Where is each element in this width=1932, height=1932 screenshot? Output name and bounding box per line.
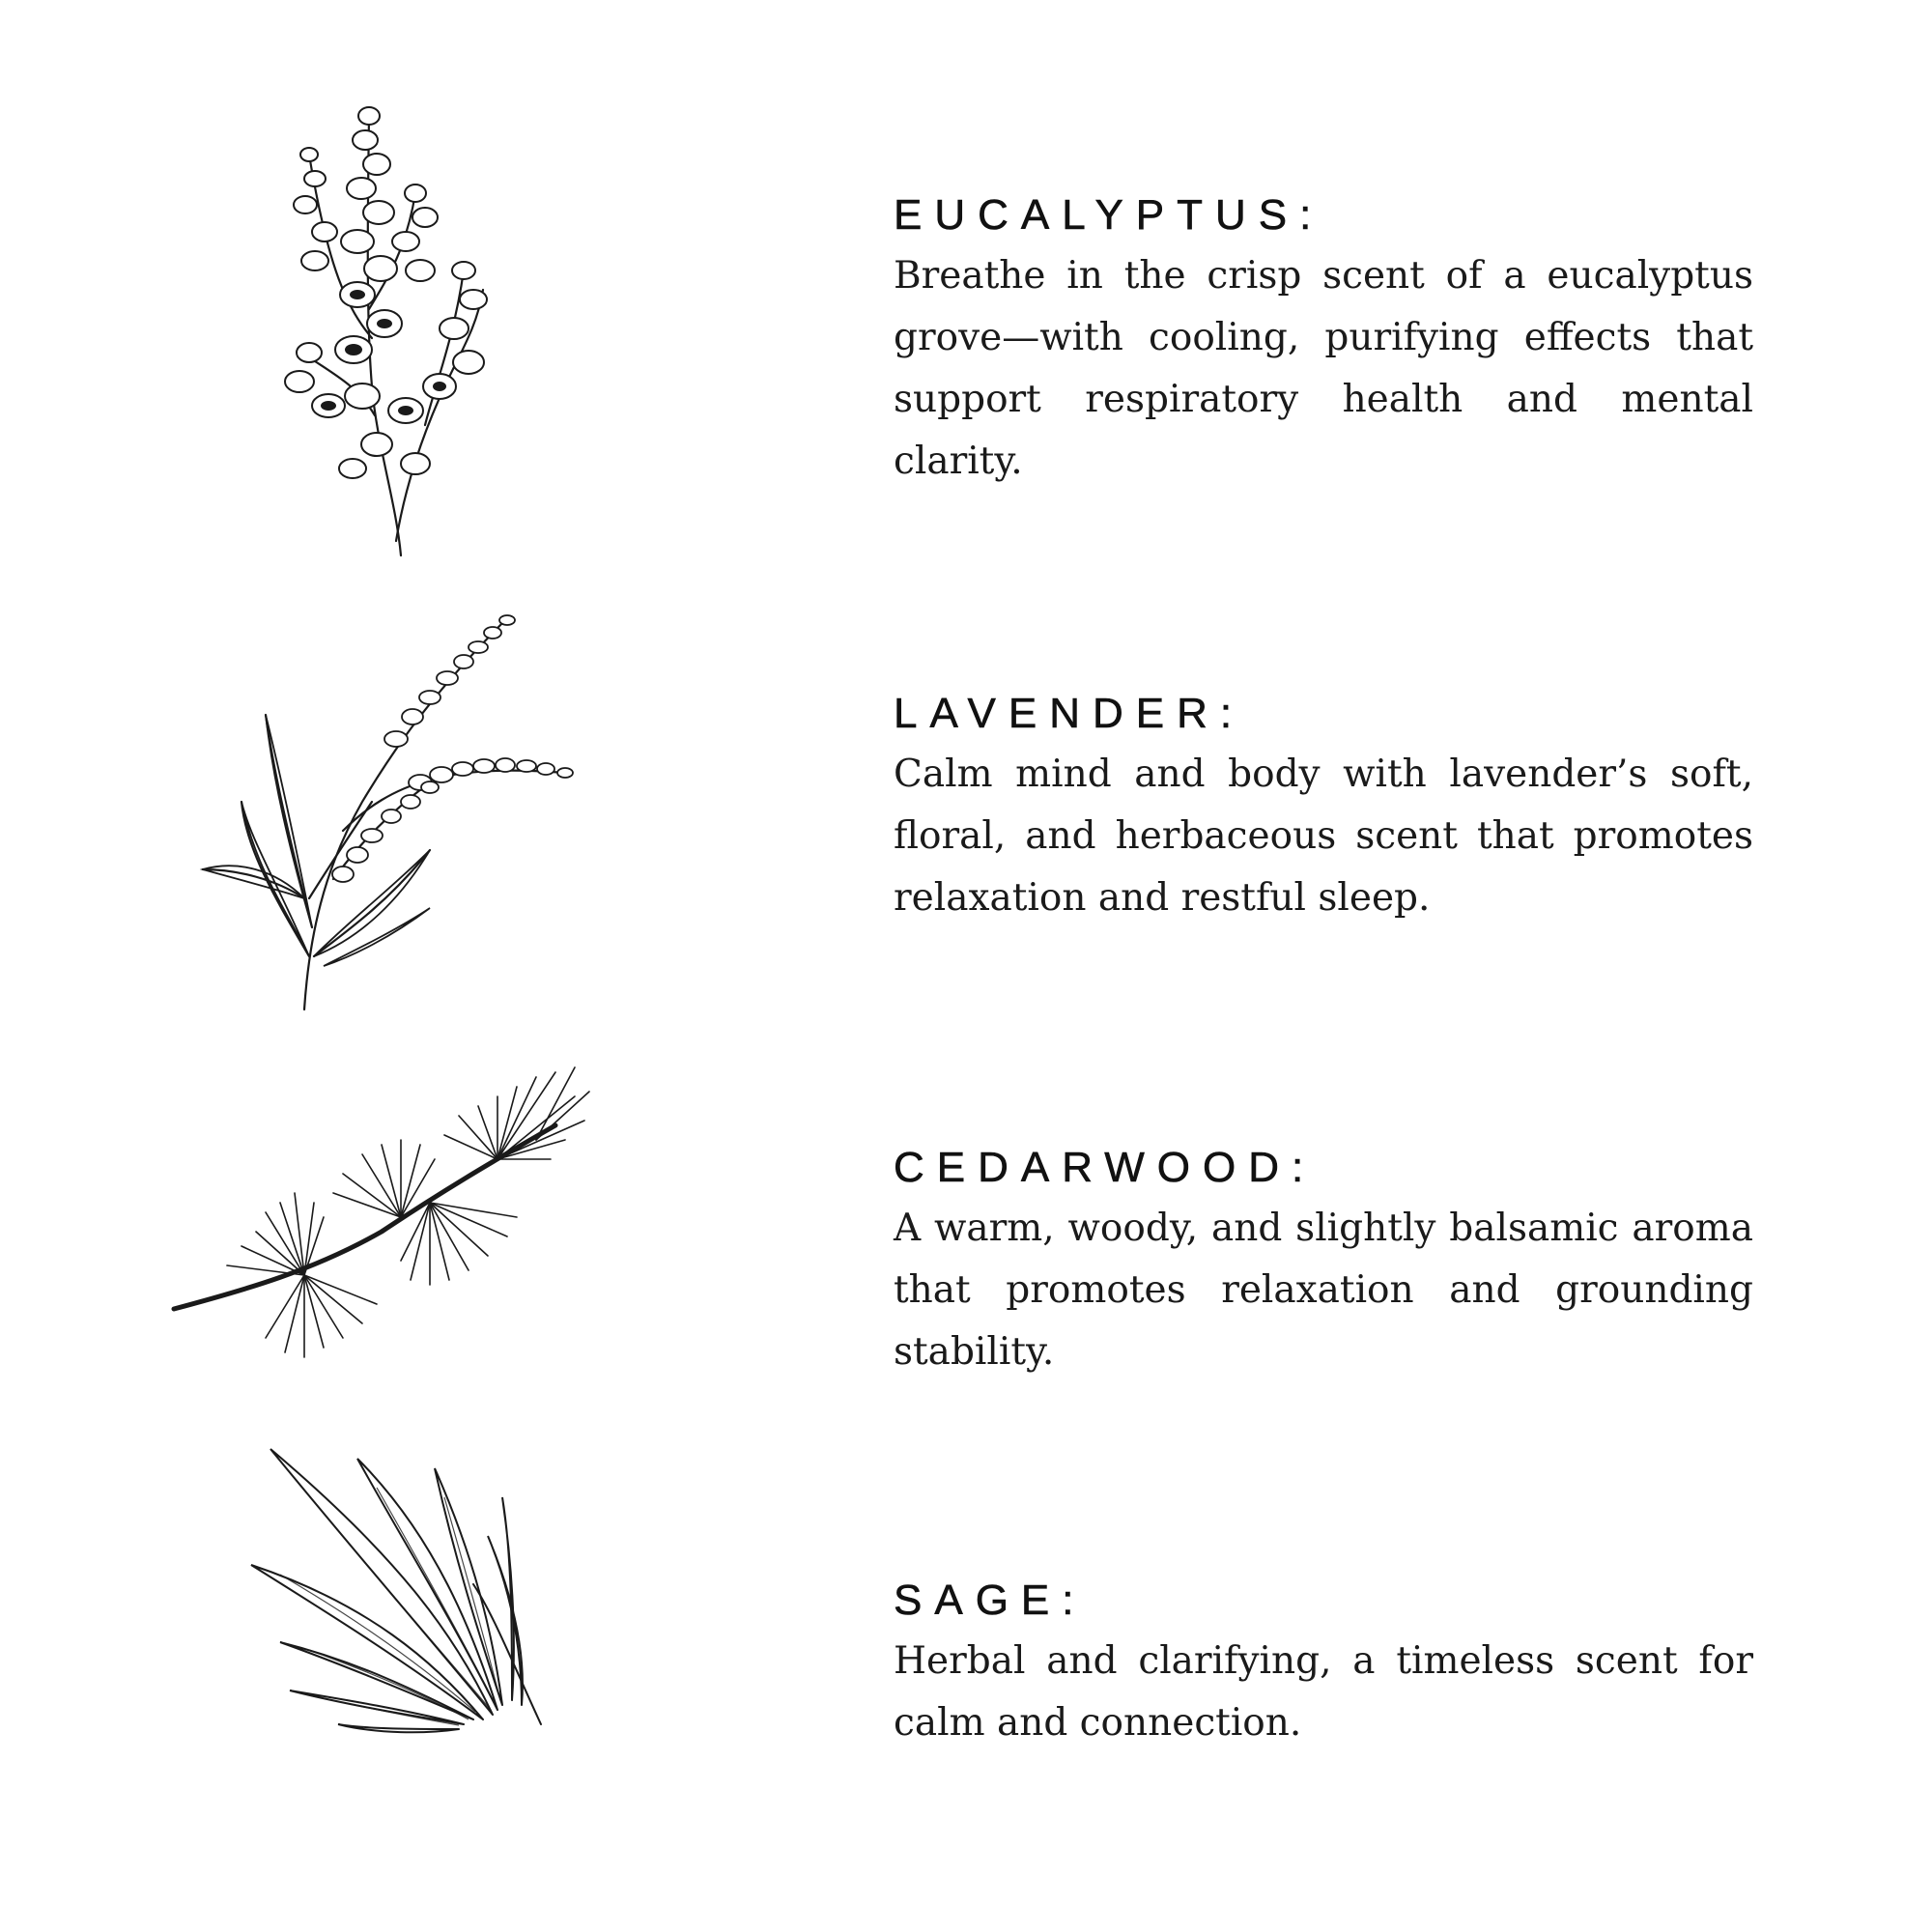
eucalyptus-illustration — [261, 97, 512, 560]
sage-illustration — [222, 1439, 546, 1734]
cedarwood-description: A warm, woody, and slightly balsamic aroma that promotes relaxation and grounding stability. — [894, 1207, 1753, 1374]
lavender-icon — [198, 609, 575, 1014]
sage-icon — [222, 1439, 546, 1734]
sage-title: SAGE: — [894, 1577, 1087, 1624]
eucalyptus-entry — [894, 191, 1753, 493]
eucalyptus-description: Breathe in the crisp scent of a eucalyptus grove—with cooling, purifying effects that support respiratory health and mental clarity. — [894, 254, 1753, 483]
lavender-illustration — [198, 609, 575, 1014]
cedarwood-icon — [169, 1048, 594, 1362]
cedarwood-illustration — [169, 1048, 594, 1362]
lavender-entry — [894, 690, 1753, 929]
eucalyptus-title: EUCALYPTUS: — [894, 191, 1324, 239]
lavender-title: LAVENDER: — [894, 690, 1245, 737]
eucalyptus-icon — [261, 97, 512, 560]
lavender-description: Calm mind and body with lavender’s soft, floral, and herbaceous scent that promotes relaxation and restful sleep. — [894, 753, 1753, 920]
cedarwood-entry — [894, 1144, 1753, 1383]
sage-entry — [894, 1577, 1753, 1754]
cedarwood-title: CEDARWOOD: — [894, 1144, 1317, 1191]
sage-description: Herbal and clarifying, a timeless scent for calm and connection. — [894, 1639, 1753, 1745]
